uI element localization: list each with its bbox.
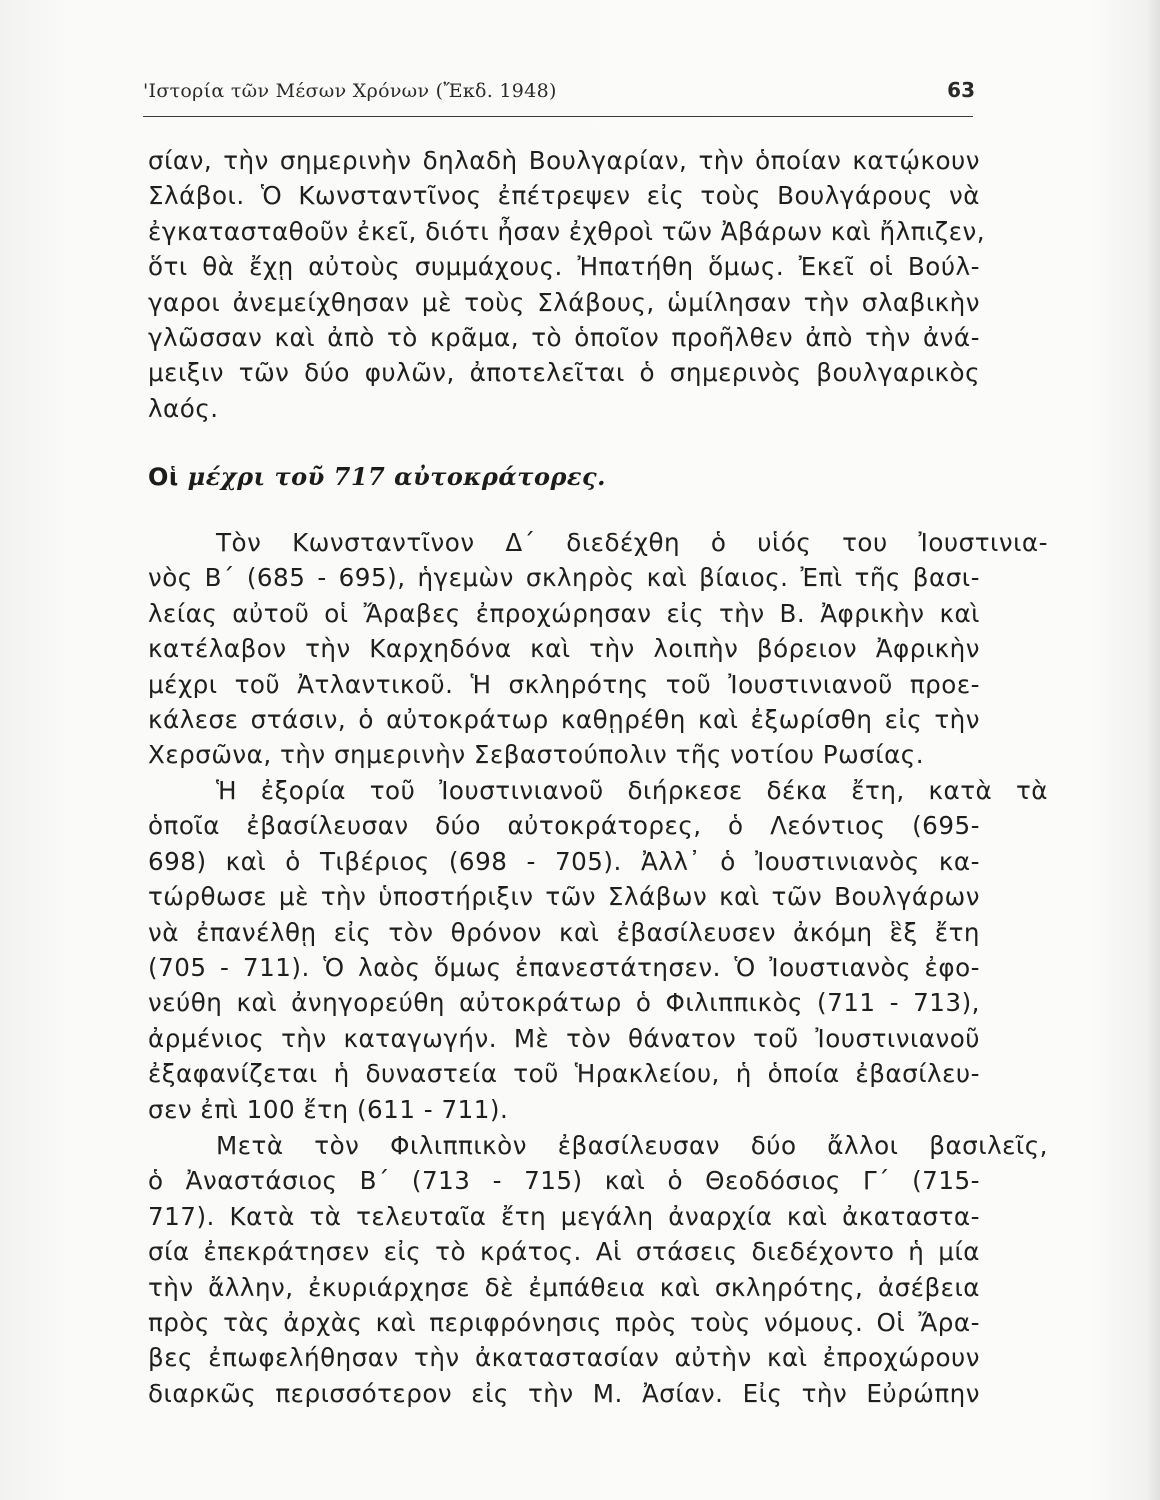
text-line: ὁποῖα ἐβασίλευσαν δύο αὐτοκράτορες, ὁ Λεόντιος (695- [148, 811, 980, 841]
text-line: Τὸν Κωνσταντῖνον Δ΄ διεδέχθη ὁ υἱός του Ἰουστινια- [216, 528, 1048, 557]
page-edge-shadow [1146, 0, 1160, 1500]
text-line: Μετὰ τὸν Φιλιππικὸν ἐβασίλευσαν δύο ἄλλοι βασιλεῖς, [216, 1131, 1048, 1160]
text-line: ὁ Ἀναστάσιος Β΄ (713 - 715) καὶ ὁ Θεοδόσιος Γ΄ (715- [148, 1166, 980, 1196]
page-number: 63 [947, 78, 975, 102]
paragraph-1 [148, 525, 1048, 773]
paragraph-3 [148, 1128, 1048, 1411]
section-heading-prefix: Οἱ [148, 463, 179, 491]
text-line: 717). Κατὰ τὰ τελευταῖα ἔτη μεγάλη ἀναρχία καὶ ἀκαταστα- [148, 1201, 980, 1231]
text-line: τώρθωσε μὲ τὴν ὑποστήριξιν τῶν Σλάβων καὶ τῶν Βουλγάρων [148, 882, 980, 912]
text-line: σεν ἐπὶ 100 ἔτη (611 - 711). [148, 1094, 509, 1124]
text-line: μειξιν τῶν δύο φυλῶν, ἀποτελεῖται ὁ σημερινὸς βουλγαρικὸς [148, 358, 980, 388]
text-line: πρὸς τὰς ἀρχὰς καὶ περιφρόνησις πρὸς τοὺς νόμους. Οἱ Ἄρα- [148, 1307, 980, 1337]
text-line: μέχρι τοῦ Ἀτλαντικοῦ. Ἡ σκληρότης τοῦ Ἰουστινιανοῦ προε- [148, 669, 980, 699]
text-line: κατέλαβον τὴν Καρχηδόνα καὶ τὴν λοιπὴν βόρειον Ἀφρικὴν [148, 634, 980, 664]
text-line: Ἡ ἐξορία τοῦ Ἰουστινιανοῦ διήρκεσε δέκα ἔτη, κατὰ τὰ [216, 776, 1048, 805]
text-line: Χερσῶνα, τὴν σημερινὴν Σεβαστούπολιν τῆς νοτίου Ρωσίας. [148, 740, 925, 770]
text-line: λείας αὐτοῦ οἱ Ἄραβες ἐπροχώρησαν εἰς τὴν Β. Ἀφρικὴν καὶ [148, 598, 980, 628]
running-title: 'Ιστορία τῶν Μέσων Χρόνων (Ἔκδ. 1948) [143, 80, 557, 102]
text-line: γαροι ἀνεμείχθησαν μὲ τοὺς Σλάβους, ὡμίλησαν τὴν σλαβικὴν [148, 287, 980, 317]
text-line: νὰ ἐπανέλθῃ εἰς τὸν θρόνον καὶ ἐβασίλευσεν ἀκόμη ἓξ ἔτη [148, 917, 980, 947]
text-line: ἀρμένιος τὴν καταγωγήν. Μὲ τὸν θάνατον τοῦ Ἰουστινιανοῦ [148, 1023, 980, 1053]
text-line: γλῶσσαν καὶ ἀπὸ τὸ κρᾶμα, τὸ ὁποῖον προῆλθεν ἀπὸ τὴν ἀνά- [148, 322, 980, 352]
text-line: Σλάβοι. Ὁ Κωνσταντῖνος ἐπέτρεψεν εἰς τοὺς Βουλγάρους νὰ [148, 181, 980, 211]
text-line: 698) καὶ ὁ Τιβέριος (698 - 705). Ἀλλ᾽ ὁ Ἰουστινιανὸς κα- [148, 846, 980, 876]
intro-paragraph [148, 143, 986, 426]
paragraph-2 [148, 773, 1048, 1127]
text-line: ἐξαφανίζεται ἡ δυναστεία τοῦ Ἡρακλείου, ἡ ὁποία ἐβασίλευ- [148, 1059, 980, 1089]
text-line: βες ἐπωφελήθησαν τὴν ἀκαταστασίαν αὐτὴν καὶ ἐπροχώρουν [148, 1343, 980, 1373]
text-line: ἐγκατασταθοῦν ἐκεῖ, διότι ἦσαν ἐχθροὶ τῶν Ἀβάρων καὶ ἤλπιζεν, [148, 216, 986, 246]
text-line: κάλεσε στάσιν, ὁ αὐτοκράτωρ καθῃρέθη καὶ ἐξωρίσθη εἰς τὴν [148, 704, 980, 734]
text-line: (705 - 711). Ὁ λαὸς ὅμως ἐπανεστάτησεν. Ὁ Ἰουστιανὸς ἐφο- [148, 952, 980, 982]
text-line: ὅτι θὰ ἔχῃ αὐτοὺς συμμάχους. Ἠπατήθη ὅμως. Ἐκεῖ οἱ Βούλ- [148, 252, 980, 282]
text-line: σίαν, τὴν σημερινὴν δηλαδὴ Βουλγαρίαν, τὴν ὁποίαν κατῴκουν [148, 146, 980, 175]
text-line: λαός. [148, 393, 219, 423]
text-line: σία ἐπεκράτησεν εἰς τὸ κράτος. Αἱ στάσεις διεδέχοντο ἡ μία [148, 1237, 980, 1267]
header-rule [143, 116, 973, 117]
section-heading-text: μέχρι τοῦ 717 αὐτοκράτορες. [187, 462, 606, 491]
text-line: νὸς Β΄ (685 - 695), ἡγεμὼν σκληρὸς καὶ βίαιος. Ἐπὶ τῆς βασι- [148, 563, 980, 593]
running-header [143, 76, 975, 106]
text-line: τὴν ἄλλην, ἐκυριάρχησε δὲ ἐμπάθεια καὶ σκληρότης, ἀσέβεια [148, 1272, 980, 1302]
text-line: νεύθη καὶ ἀνηγορεύθη αὐτοκράτωρ ὁ Φιλιππικὸς (711 - 713), [148, 988, 980, 1018]
section-heading [148, 462, 606, 491]
text-line: διαρκῶς περισσότερον εἰς τὴν Μ. Ἀσίαν. Εἰς τὴν Εὐρώπην [148, 1378, 980, 1408]
